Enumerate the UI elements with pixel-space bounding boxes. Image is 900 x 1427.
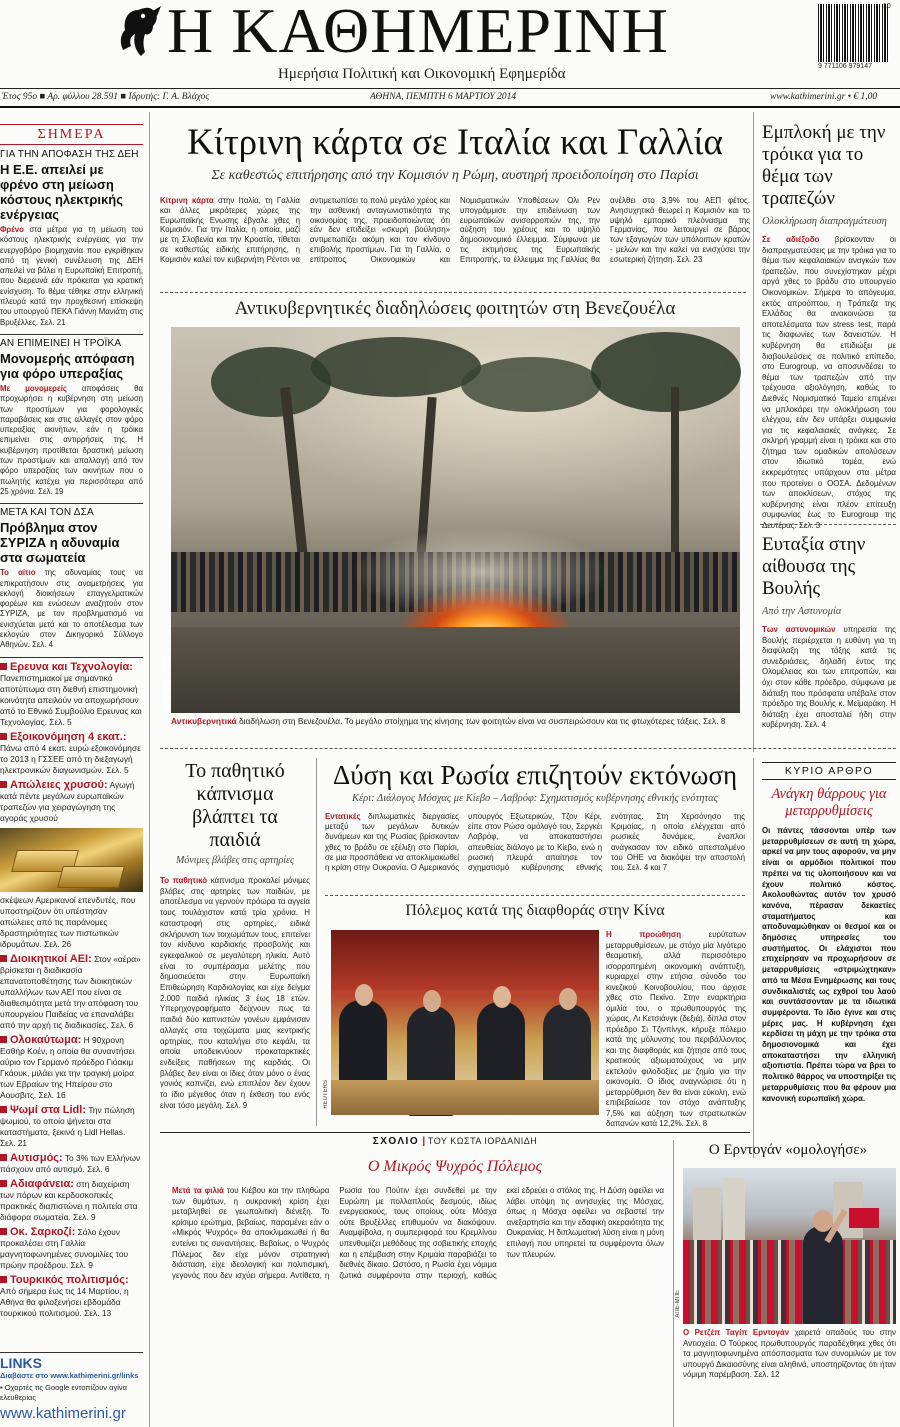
lead-body: Κίτρινη κάρτα στην Ιταλία, τη Γαλλία και άλλες μικρότερες χώρες της Ευρωπαϊκής Ενωσης έβγαλε χθες η Κομισιόν. Για την Ιταλία, η οποία, μαζί με τη Σλοβενία και την Κροατία, τίθεται σε καθεστώς ειδικής επιτήρησης, η Κομισιόν καλεί τον κυβερνήτη Ρέντσι να αντιμετωπίσει το πολύ μεγάλο χρέος και την ασθενική ανταγωνιστικότητα της οικονομίας της, προειδοποιώντας ότι εάν δεν επιδείξει «σκυρή βούληση» αντιμετωπίζει ακόμη και τον κίνδυνο επιβολής προστίμων. Για τη Γαλλία, ο επίτροπος Οικονομικών και Νομισματικών Υποθέσεων Ολι Ρεν υπογράμμισε την επιδείνωση των ευρωπαϊκών ανισορροπιών της, την αύξηση του χρέους και το υψηλό δημοσιονομικό έλλειμμα. Σύμφωνα με τις εκτιμήσεις της Ευρωπαϊκής Επιτροπής, το έλλειμμα της Γαλλίας θα ανέλθει στο 3,9% του ΑΕΠ φέτος. Ανησυχητικά θεωρεί η Κομισιόν και το υψηλό εμπορικό πλεόνασμα της Γερμανίας, που λειτουργεί σε βάρος των εξαγωγών των υπόλοιπων κρατών - μελών και την καλεί να ενισχύσει την εσωτερική ζήτηση. Σελ. 23 — [160, 196, 750, 264]
brief-savings[interactable]: Εξοικονόμηση 4 εκατ.: Πάνω από 4 εκατ. ευρώ εξοικονόμησε το 2013 η ΓΣΣΕΕ από τη διεξαγωγή ηλεκτρονικών διαγωνισμών. Σελ. 5 — [0, 730, 141, 775]
gold-photo — [0, 828, 143, 892]
lead-story[interactable] — [160, 118, 750, 293]
brief-gold[interactable]: Απώλειες χρυσού: Αγωγή κατά πέντε μεγάλων ευρωπαϊκών τραπεζών για χειραγώγηση της αγοράς χρυσού — [0, 778, 135, 823]
erdogan-photo-credit: ΑΠΕ-ΜΠΕ — [675, 1290, 681, 1318]
brief-lidl[interactable]: Ψωμί στα Lidl: Την πώληση ψωμιού, το οποίο ψήνεται στα καταστήματα, ξεκινά η Lidl Hellas. Σελ. 21 — [0, 1103, 135, 1148]
smoking-body: Το παθητικό κάπνισμα προκαλεί μόνιμες βλάβες στις αρτηρίες των παιδιών, με αποτέλεσμα να γερνούν πρόωρα τα αγγεία τους τουλάχιστον κατά τρία χρόνια. Η καταστροφή στις αρτηρίες, ειδικά σκλήρυνση των τοιχωμάτων τους, επιτείνει τον κίνδυνο καρδιακής προσβολής και εγκεφαλικού σε μεγαλύτερη ηλικία. Αυτό είναι το συμπέρασμα μελέτης που δημοσιεύεται στην Ευρωπαϊκή Επιθεώρηση Καρδιολογίας και είχε δείγμα 2.000 παιδιά ηλικίας 3 έως 18 ετών. Υπερηχογραφήματα δείχνουν πως τα παιδιά δύο καπνιστών γονέων εμφάνισαν αλλαγές στα τοιχώματα μιας κεντρικής αρτηρίας, που καταλήγει στο κεφάλι, τα οποία υποδεικνύουν προκαταρκτικές ενδείξεις παθήσεων της καρδιάς. Οι βλάβες δεν είναι οι ίδιες όταν μόνο ο ένας γονιός καπνίζει, ενώ επιπλέον δεν έχουν το ίδιο μέγεθος όταν η έκθεση του ενός είναι τόσο μεγάλη. Σελ. 9 — [160, 876, 310, 1110]
china-photo — [331, 930, 599, 1115]
links-item[interactable]: • Οχαρτές τις Google εντοπίζουν αγίνα ελευθερίας — [0, 1383, 127, 1402]
russia-body: Εντατικές διπλωματικές διεργασίες μεταξύ των μεγάλων δυτικών δυνάμεων και της Ρωσίας βρίσκονταν χθες το βράδυ σε εξέλιξη στο Παρίσι, σε μια προσπάθεια να αποκλιμακωθεί η κρίση στην Ουκρανία. Ο Αμερικανός υπουργός Εξωτερικών, Τζον Κέρι, είπε στον Ρώσο ομόλογό του, Σεργκέι Λαβρόφ, να αποκαταστήσει απευθείας διάλογο με το Κίεβο, ενώ η ρωσική πλευρά απαίτησε τον σχηματισμό κυβέρνησης εθνικής ενότητας. Στη Χερσόνησο της Κριμαίας, η οποία ελέγχεται από ρωσικές δυνάμεις, ένοπλοι ανάγκασαν τον ειδικό απεσταλμένο του ΟΗΕ να διακόψει την αποστολή του. Σελ. 4 και 7 — [325, 812, 745, 873]
comment-label-row: ΣΧΟΛΙΟ | ΤΟΥ ΚΩΣΤΑ ΙΟΡΔΑΝΙΔΗ — [372, 1136, 538, 1147]
editorial-label: ΚΥΡΙΟ ΑΡΘΡΟ — [762, 762, 896, 780]
briefs-list — [0, 657, 143, 1319]
smoking-headline[interactable]: Το παθητικό κάπνισμα βλάπτει τα παιδιά — [185, 760, 285, 851]
comment-author: ΤΟΥ ΚΩΣΤΑ ΙΟΡΔΑΝΙΔΗ — [427, 1136, 538, 1146]
russia-headline[interactable]: Δύση και Ρωσία επιζητούν εκτόνωση — [332, 760, 738, 790]
brief-research[interactable]: Ερευνα και Τεχνολογία: Πανεπιστημιακοί με σημαντικό αποτύπωμα στη διεθνή επιστημονική κοινότητα απειλούν να αποχωρήσουν από το Εθνικό Συμβούλιο Ερευνας και Τεχνολογίας. Σελ. 5 — [0, 660, 142, 727]
comment-label: ΣΧΟΛΙΟ — [372, 1136, 420, 1147]
venezuela-photo — [171, 327, 740, 713]
left-story-2[interactable]: ΑΝ ΕΠΙΜΕΙΝΕΙ Η ΤΡΟΪΚΑ Μονομερής απόφαση για φόρο υπεραξίας Με μονομερείς αποφάσεις θα προχωρήσει η κυβέρνηση στη μείωση των προστίμων για φορολογικές παραβάσεις και στις αλλαγές στον φόρο υπεραξίας ακινήτων, εάν η τρόικα επιμείνει στις αντιρρήσεις της. Η κυβέρνηση προτίθεται δραστική μείωση των προστίμων και απαλλαγή από τον φόρο υπεραξίας των ακινήτων που ο πωλητής κατέχει για περισσότερα από 25 χρόνια. Σελ. 19 — [0, 334, 143, 497]
brief-turkish-culture[interactable]: Τουρκικός πολιτισμός: Από σήμερα έως τις 14 Μαρτίου, η Αθήνα θα φιλοξενήσει εβδομάδα τουρκικού πολιτισμού. Σελ. 13 — [0, 1273, 129, 1318]
newspaper-subtitle: Ημερήσια Πολιτική και Οικονομική Εφημερίδα — [278, 66, 566, 82]
lead-subhead: Σε καθεστώς επιτήρησης από την Κομισιόν η Ρώμη, αυστηρή προειδοποίηση στο Παρίσι — [211, 168, 699, 183]
links-box[interactable] — [0, 1352, 143, 1427]
comment-headline[interactable]: Ο Μικρός Ψυχρός Πόλεμος — [367, 1158, 543, 1175]
issue-code: 10 — [883, 3, 891, 10]
site-and-price[interactable]: www.kathimerini.gr • € 1,00 — [770, 92, 878, 102]
editorial[interactable] — [762, 762, 896, 1142]
brief-sarkozy[interactable]: Οκ. Σαρκοζί: Σάλο έχουν προκαλέσει στη Γαλλία μαγνητοφωνημένες συνομιλίες του πρώην προέδρου. Σελ. 9 — [0, 1225, 129, 1270]
venezuela-headline[interactable]: Αντικυβερνητικές διαδηλώσεις φοιτητών στη Βενεζουέλα — [234, 298, 676, 319]
links-subtitle: Διαβάστε στο www.kathimerini.gr/links — [0, 1371, 139, 1380]
left-column — [0, 112, 143, 1427]
comment-body: Μετά τα φιλιά του Κιέβου και την πληθώρα των θυμάτων, η ουκρανική κρίση έχει μεταβληθεί σε γεωπολιτική διένεξη. Το κρίσιμο ερώτημα, βεβαίως, παραμένει εάν ο «Μικρός Ψυχρός» θα αποκλιμακωθεί ή θα εντείνει τις συναντήσεις. Βεβαίως, ο Ψυχρός Πόλεμος δεν είχε μόνον στρατηγική διάσταση, είχε ιδεολογική και πολιτισμική, γεγονός που δεν ισχύει σήμερα. Αντίθετα, η Ρωσία του Πούτιν έχει συνδεθεί με την Ευρώπη με πολλαπλούς δεσμούς, ιδίως ενεργειακούς, τους οποίους ούτε Μόσχα ούτε Βρυξέλλες επιθυμούν να διακόψουν. Αναμφίβολα, η συμπεριφορά του Κρεμλίνου υπενθυμίζει μεθόδους της σοβιετικής εποχής και η επέμβαση στην Κριμαία παραβιάζει το διεθνές δίκαιο. Ωστόσο, η Ρωσία έχει νόμιμα ζωτικά συμφέροντα στην περιοχή, καθώς εκεί εδρεύει ο στόλος της. Η Δύση οφείλει να λάβει υπόψη τις ανησυχίες της Μόσχας, όπως η Μόσχα οφείλει να σεβαστεί την ανεξαρτησία και την εδαφική ακεραιότητα της Ουκρανίας. Η διπλωματική λύση είναι η μόνη επιλογή που υπηρετεί τα συμφέροντα όλων των πλευρών. — [172, 1186, 664, 1280]
troika-story[interactable] — [762, 122, 896, 532]
barcode-digits: 9 771106 979147 — [818, 63, 872, 70]
editorial-headline[interactable]: Ανάγκη θάρρους για μεταρρυθμίσεις — [771, 786, 887, 819]
barcode — [818, 4, 890, 62]
venezuela-caption: Αντικυβερνητικά διαδήλωση στη Βενεζουέλα. Το μεγάλο στοίχημα της κίνησης των φοιτητών είναι να συσπειρώσουν και τις φτωχότερες τάξεις. Σελ. 8 — [171, 716, 726, 726]
lead-headline[interactable]: Κίτρινη κάρτα σε Ιταλία και Γαλλία — [187, 122, 723, 163]
parliament-story[interactable] — [762, 534, 896, 739]
owl-logo-icon — [113, 2, 163, 60]
erdogan-headline[interactable]: Ο Ερντογάν «ομολογήσε» — [708, 1142, 868, 1158]
left-story-1[interactable]: ΓΙΑ ΤΗΝ ΑΠΟΦΑΣΗ ΤΗΣ ΔΕΗ Η Ε.Ε. απειλεί με φρένο στη μείωση κόστους ηλεκτρικής ενέργειας Φρένο στα μέτρα για τη μείωση του κόστους ηλεκτρικής ενέργειας για την ενεργοβόρο βιομηχανία που εγκρίθηκαν από τη γενική συνέλευση της ΔΕΗ απειλεί να βάλει η Ευρωπαϊκή Επιτροπή, που διερευνά εάν πρόκειται για κρατική ενίσχυση. Το θέμα τέθηκε στην ελληνική πλευρά κατά την προχθεσινή επίσκεψη του υπουργού ΠΕΚΑ Γιάννη Μανιάτη στις Βρυξέλλες. Σελ. 21 — [0, 149, 143, 327]
left-story-3[interactable]: ΜΕΤΑ ΚΑΙ ΤΟΝ ΔΣΑ Πρόβλημα στον ΣΥΡΙΖΑ η αδυναμία στα σωματεία Το αίτιο της αδυναμίας τους να επικρατήσουν στις αναμετρήσεις για εκλογή διοικήσεων επαγγελματικών φορέων και ενώσεων αναζητούν στον ΣΥΡΙΖΑ, με τον προβληματισμό να ενισχύεται μετά και το αποτέλεσμα των εκλογών στον Δικηγορικό Σύλλογο Αθηνών. Σελ. 4 — [0, 503, 143, 650]
brief-gold-cont: σκέψεων Αμερικανοί επενδυτές, που υποστηρίζουν ότι υπέστησαν απώλειες από τις παράνομες δραστηριότητες των πιστωτικών ιδρυμάτων. Σελ. 26 — [0, 894, 136, 949]
edition-info: Έτος 95ο ■ Αρ. φύλλου 28.591 ■ Ιδρυτής: Γ. Α. Βλάχος — [2, 92, 210, 102]
china-headline[interactable]: Πόλεμος κατά της διαφθοράς στην Κίνα — [405, 902, 665, 919]
russia-story[interactable] — [325, 760, 745, 885]
russia-subhead: Κέρι: Διάλογος Μόσχας με Κίεβο – Λαβρόφ: Σχηματισμός κυβέρνησης εθνικής ενότητας — [352, 793, 718, 804]
today-label: ΣΗΜΕΡΑ — [0, 124, 143, 145]
editorial-body: Οι πάντες τάσσονται υπέρ των μεταρρυθμίσεων σε αυτή τη χώρα, αρκεί να μην τους αφορούν, να μην είναι οι αρμόδιοι πολιτικοί που πρέπει να τις υλοποιήσουν και να έχουν πολιτικό κόστος. Ακολουθώντας αυτόν τον χρυσό κανόνα, πέρασαν δεκαετίες σταματήματος και αποδυναμώθηκαν οι θεσμοί και οι δημόσιες υπηρεσίες του συστήματος. Οι ελάχιστοι που επιχείρησαν να προχωρήσουν σε μεταρρυθμίσεις «στριμώχτηκαν» από τα Μέσα Ενημέρωσης και τους συνδικαλιστές ως εχθροί του λαού και συντάσσονταν με τα ιδιωτικά συμφέροντα. Το ίδιο έγινε και στις μέρες μας. Η κυβέρνηση έχει κερδίσει τη μάχη με την τρόικα στα δημοσιονομικά και έχει αποκαταστήσει την ελληνική αξιοπιστία. Πρέπει τώρα να βρει το πολιτικό θάρρος να υποστηρίξει τις μεταρρυθμίσεις που θα φέρουν μια κανονική ευρωπαϊκή χώρα. — [762, 826, 896, 1103]
brief-holocaust[interactable]: Ολοκαύτωμα: Η 90χρονη Εσθήρ Κοέν, η οποία θα συναντήσει αύριο τον Γερμανό πρόεδρο Γιόακιμ Γκάουκ, μιλάει για την τραγική μοίρα των Εβραίων της Ηπείρου στο Αουσβιτς. Σελ. 16 — [0, 1033, 135, 1100]
erdogan-body: Ο Ρετζέπ Ταγίπ Ερντογάν χαιρετά οπαδούς του στην Αντιοχεία. Ο Τούρκος πρωθυπουργός παραδέχθηκε χθες ότι τα μαγνητοφωνημένα απόσπασματα των συνομιλιών με τον υπουργό Δικαιοσύνης είναι αληθινά, υποστηρίζοντας ότι ήταν νόμιμη παρέμβαση. Σελ. 12 — [683, 1328, 896, 1379]
site-url-footer[interactable]: www.kathimerini.gr — [0, 1405, 126, 1422]
erdogan-photo — [683, 1168, 896, 1324]
brief-autism[interactable]: Αυτισμός: Το 3% των Ελλήνων πάσχουν από αυτισμό. Σελ. 6 — [0, 1151, 141, 1174]
troika-headline[interactable]: Εμπλοκή με την τρόικα για το θέμα των τραπεζών — [762, 122, 886, 209]
links-label: LINKS — [0, 1355, 42, 1371]
parliament-byline: Από την Αστυνομία — [762, 606, 842, 617]
china-body: Η προώθηση ευρύτατων μεταρρυθμίσεων, με στόχο μία λιγότερο θεαματική, αλλά περισσότερο ισορροπημένη οικονομική ανάπτυξη, κυριαρχεί στην ετήσια σύνοδο του κινεζικού Κοινοβουλίου, που άρχισε χθες στο Πεκίνο. Στην εναρκτήρια ομιλία του, ο πρωθυπουργός της χώρας, Λι Κετσιάνγκ (δεξιά), δίπλα στον πρόεδρο Σι Τζινπίνγκ, κήρυξε πόλεμο κατά της μόλυνσης του περιβάλλοντος και της διαφθοράς και ζήτησε από τους κρατικούς αξιωματούχους να μην εκτελούν φιλοδοξίες με ζημία για την οικονομία. Ο ίδιος αναγνώρισε ότι η μεταρρύθμιση δεν θα είναι εύκολη, ενώ επιβεβαίωσε τον στόχο ανάπτυξης 7,5% και αύξηση των στρατιωτικών δαπανών κατά 12,2%. Σελ. 8 — [606, 930, 746, 1128]
smoking-story[interactable] — [160, 760, 310, 1125]
venezuela-photo-credit: ASSOCIATED PRESS — [163, 655, 169, 716]
troika-body: Σε αδιέξοδο βρίσκονταν οι διαπραγματεύσεις με την τρόικα για το θέμα των κεφαλαιακών αναγκών των τραπεζών, που συνεχίστηκαν μέχρι αργά χθες το βράδυ στο υπουργείο Οικονομικών. Σήμερα το απόγευμα, εκτός απροόπτου, η Τράπεζα της Ελλάδος θα ανακοινώσει τα αποτελέσματα των stress test, παρά τις διαφωνίες των δανειστών. Η κυβέρνηση θα επιδιώξει με διαβουλεύσεις σε πολιτικό επίπεδο, στο Eurogroup, να αποσυνδέσει το θέμα των τραπεζών από την τρέχουσα αξιολόγηση, καθώς το Διεθνές Νομισματικό Ταμείο επιμένει να μπλοκάρει την ολοκλήρωση του ελέγχου, εάν δεν υπάρξει συμφωνία για τις κεφαλαιακές ανάγκες. Σε σκληρή γραμμή είναι η τρόικα και στο ζήτημα των ομαδικών απολύσεων στον ιδιωτικό τομέα, ενώ εκκρεμότητες υπάρχουν στα μέτρα που προτείνει ο ΟΟΣΑ. Δεδομένων των αποκλίσεων, στόχος της κυβέρνησης είναι πλέον επίτευξη συμφωνίας έως το Eurogroup της Δευτέρας. Σελ. 3 — [762, 235, 896, 531]
newspaper-title[interactable]: Η ΚΑΘΗΜΕΡΙΝΗ — [167, 0, 669, 66]
china-photo-credit: REUTERS — [323, 1080, 329, 1109]
brief-universities[interactable]: Διοικητικοί ΑΕΙ: Στον «αέρα» βρίσκεται η διαδικασία επανατοποθέτησης των διοικητικών υπαλλήλων των ΑΕΙ που είναι σε διαθεσιμότητα μετά την απόφαση του υπουργείου Παιδείας να επαναλάβει από την αρχή τις διαδικασίες. Σελ. 6 — [0, 952, 141, 1030]
masthead — [0, 0, 900, 108]
troika-byline: Ολοκλήρωση διαπραγμάτευση — [762, 216, 887, 227]
edition-date: ΑΘΗΝΑ, ΠΕΜΠΤΗ 6 ΜΑΡΤΙΟΥ 2014 — [370, 92, 517, 102]
smoking-subhead: Μόνιμες βλάβες στις αρτηρίες — [175, 855, 295, 866]
brief-transparency[interactable]: Αδιαφάνεια: στη διαχείριση των πόρων και κερδοσκοπικές πρακτικές διαπιστώνει η πολιτεία στα διάφορα σωματεία. Σελ. 9 — [0, 1177, 138, 1222]
parliament-body: Των αστυνομικών υπηρεσία της Βουλής περιέρχεται η ευθύνη για τη διαφύλαξη της τάξης κατά τις συνεδριάσεις, δηλαδή έντος της Ολομέλειας και των επιτροπών, και όχι στον κάθε πρόεδρο, σύμφωνα με διάταξη που πρόσφατα υπέβαλε στον πρόεδρο της Βουλής κ. Μεϊμαράκη. Η διάταξη έχει αποσταλεί ήδη στην κυβέρνηση. Σελ. 4 — [762, 625, 896, 730]
parliament-headline[interactable]: Ευταξία στην αίθουσα της Βουλής — [762, 534, 866, 599]
